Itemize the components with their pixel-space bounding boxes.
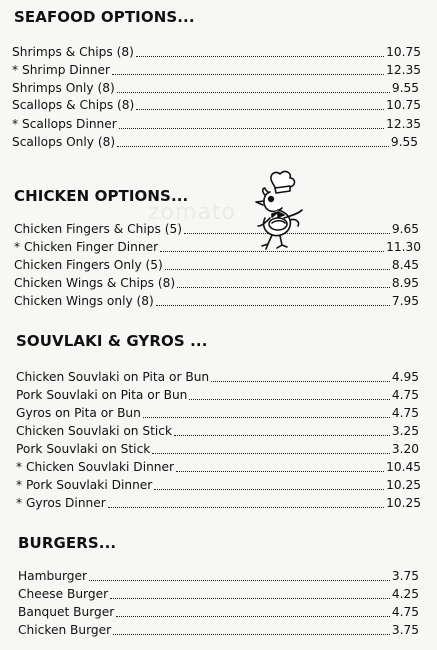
menu-item bbox=[14, 293, 419, 310]
dot-leader bbox=[119, 128, 384, 129]
item-price: 4.75 bbox=[391, 406, 419, 420]
menu-item bbox=[16, 459, 421, 476]
section-heading-chicken: CHICKEN OPTIONS... bbox=[14, 187, 189, 205]
menu-item bbox=[16, 423, 419, 440]
item-price: 12.35 bbox=[386, 63, 421, 77]
menu-item bbox=[16, 405, 419, 422]
item-name: Scallops & Chips (8) bbox=[12, 98, 135, 112]
item-price: 10.25 bbox=[386, 478, 421, 492]
dot-leader bbox=[176, 471, 384, 472]
chef-chicken-icon bbox=[232, 168, 308, 252]
dot-leader bbox=[89, 580, 390, 581]
dot-leader bbox=[116, 616, 390, 617]
dot-leader bbox=[143, 417, 390, 418]
menu-item bbox=[18, 586, 419, 603]
item-name: Pork Souvlaki on Stick bbox=[16, 442, 151, 456]
menu-item bbox=[12, 80, 419, 97]
item-price: 4.75 bbox=[391, 605, 419, 619]
item-name: Chicken Burger bbox=[18, 623, 112, 637]
dot-leader bbox=[174, 435, 390, 436]
item-name: Shrimps & Chips (8) bbox=[12, 45, 134, 59]
menu-item bbox=[14, 275, 419, 292]
dot-leader bbox=[117, 92, 390, 93]
item-price: 8.95 bbox=[391, 276, 419, 290]
menu-item bbox=[12, 44, 421, 61]
dot-leader bbox=[108, 507, 384, 508]
menu-item bbox=[16, 387, 419, 404]
menu-item bbox=[18, 622, 419, 639]
item-name: * Shrimp Dinner bbox=[12, 63, 111, 77]
item-name: Hamburger bbox=[18, 569, 88, 583]
menu-item bbox=[16, 477, 421, 494]
item-price: 9.65 bbox=[391, 222, 419, 236]
item-price: 12.35 bbox=[386, 117, 421, 131]
dot-leader bbox=[165, 269, 390, 270]
item-price: 3.25 bbox=[391, 424, 419, 438]
item-name: * Chicken Souvlaki Dinner bbox=[16, 460, 175, 474]
dot-leader bbox=[177, 287, 390, 288]
menu-item bbox=[14, 221, 419, 238]
dot-leader bbox=[156, 305, 390, 306]
dot-leader bbox=[154, 489, 384, 490]
item-name: Scallops Only (8) bbox=[12, 135, 116, 149]
item-name: Banquet Burger bbox=[18, 605, 115, 619]
item-name: Shrimps Only (8) bbox=[12, 81, 115, 95]
item-price: 10.75 bbox=[386, 98, 421, 112]
menu-item bbox=[12, 97, 421, 114]
dot-leader bbox=[136, 56, 384, 57]
menu-item bbox=[16, 369, 419, 386]
dot-leader bbox=[136, 109, 384, 110]
menu-item bbox=[12, 62, 421, 79]
watermark-text: zomato bbox=[148, 200, 237, 225]
section-heading-burgers: BURGERS... bbox=[18, 534, 117, 552]
item-name: * Chicken Finger Dinner bbox=[14, 240, 159, 254]
item-name: Pork Souvlaki on Pita or Bun bbox=[16, 388, 188, 402]
menu-item bbox=[14, 239, 421, 256]
item-name: Chicken Souvlaki on Stick bbox=[16, 424, 173, 438]
dot-leader bbox=[211, 381, 390, 382]
item-price: 3.75 bbox=[391, 569, 419, 583]
item-price: 9.55 bbox=[390, 135, 418, 149]
item-name: Chicken Fingers & Chips (5) bbox=[14, 222, 182, 236]
item-price: 3.20 bbox=[391, 442, 419, 456]
item-price: 10.25 bbox=[386, 496, 421, 510]
menu-item bbox=[18, 568, 419, 585]
dot-leader bbox=[110, 598, 390, 599]
item-name: * Gyros Dinner bbox=[16, 496, 106, 510]
item-price: 9.55 bbox=[391, 81, 419, 95]
section-heading-seafood: SEAFOOD OPTIONS... bbox=[14, 8, 195, 26]
menu-item bbox=[16, 495, 421, 512]
menu-item bbox=[16, 441, 419, 458]
item-price: 11.30 bbox=[386, 240, 421, 254]
section-heading-souvlaki: SOUVLAKI & GYROS ... bbox=[16, 332, 208, 350]
dot-leader bbox=[112, 74, 384, 75]
item-name: Chicken Souvlaki on Pita or Bun bbox=[16, 370, 210, 384]
item-price: 4.25 bbox=[391, 587, 419, 601]
item-price: 3.75 bbox=[391, 623, 419, 637]
menu-item bbox=[18, 604, 419, 621]
menu-item bbox=[12, 134, 418, 151]
menu-item bbox=[14, 257, 419, 274]
dot-leader bbox=[189, 399, 389, 400]
item-name: * Pork Souvlaki Dinner bbox=[16, 478, 153, 492]
item-price: 8.45 bbox=[391, 258, 419, 272]
dot-leader bbox=[117, 146, 389, 147]
item-price: 4.75 bbox=[391, 388, 419, 402]
item-name: Chicken Fingers Only (5) bbox=[14, 258, 163, 272]
item-name: * Scallops Dinner bbox=[12, 117, 117, 131]
item-name: Chicken Wings & Chips (8) bbox=[14, 276, 176, 290]
item-name: Chicken Wings only (8) bbox=[14, 294, 154, 308]
item-name: Gyros on Pita or Bun bbox=[16, 406, 141, 420]
dot-leader bbox=[113, 634, 390, 635]
item-name: Cheese Burger bbox=[18, 587, 109, 601]
item-price: 10.75 bbox=[386, 45, 421, 59]
menu-item bbox=[12, 116, 421, 133]
item-price: 10.45 bbox=[386, 460, 421, 474]
item-price: 4.95 bbox=[391, 370, 419, 384]
item-price: 7.95 bbox=[391, 294, 419, 308]
dot-leader bbox=[152, 453, 390, 454]
